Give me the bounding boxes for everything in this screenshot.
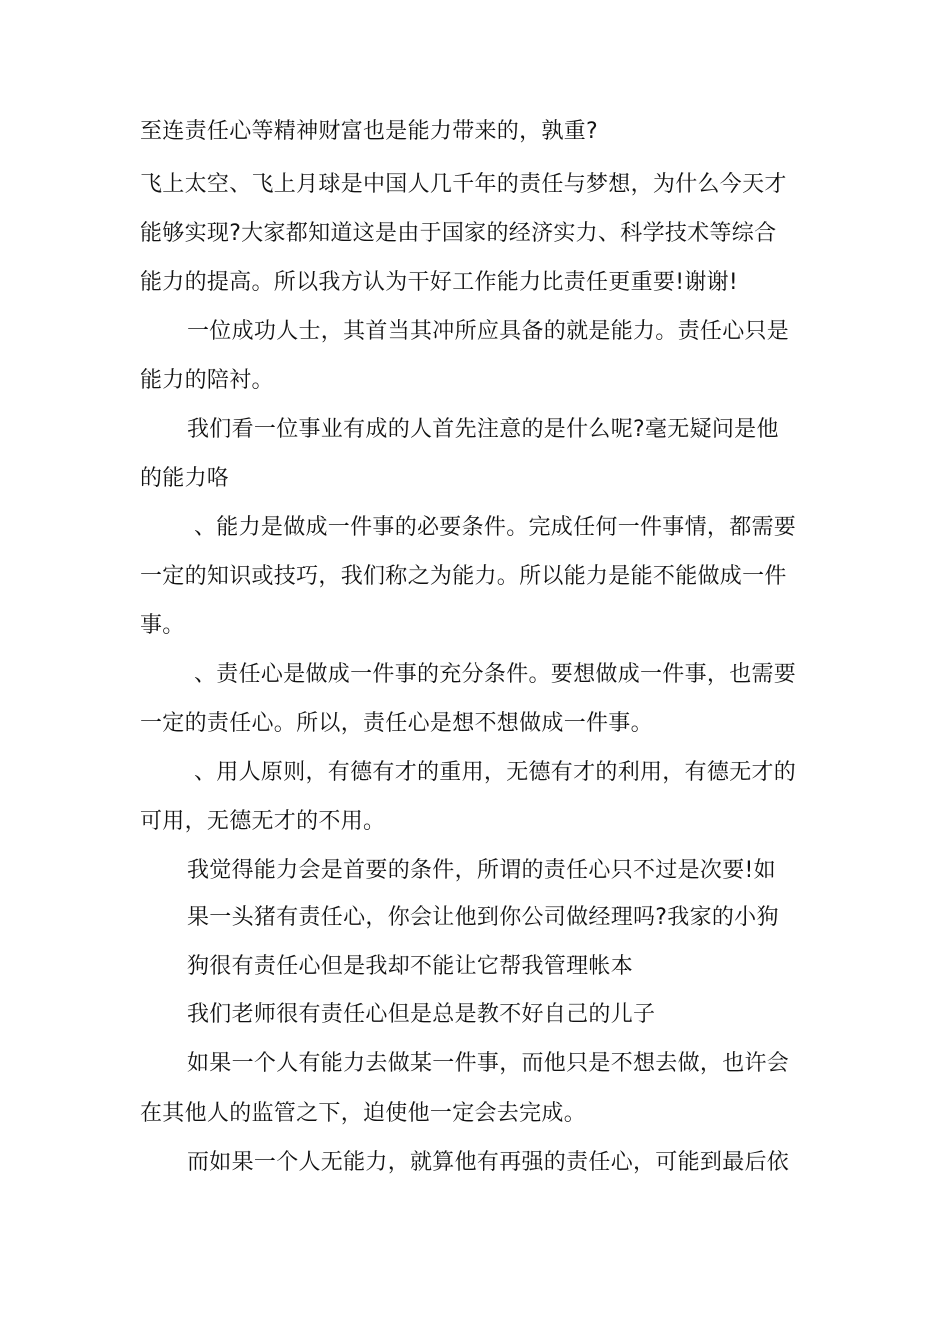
text-line: 能够实现?大家都知道这是由于国家的经济实力、科学技术等综合 <box>140 221 777 246</box>
text-line: 、能力是做成一件事的必要条件。完成任何一件事情，都需要 <box>194 515 797 540</box>
text-line: 果一头猪有责任心，你会让他到你公司做经理吗?我家的小狗 <box>187 905 779 930</box>
text-line: 我们看一位事业有成的人首先注意的是什么呢?毫无疑问是他 <box>187 417 779 442</box>
text-line: 狗很有责任心但是我却不能让它帮我管理帐本 <box>187 954 634 979</box>
text-line: 一定的知识或技巧，我们称之为能力。所以能力是能不能做成一件 <box>140 564 787 589</box>
text-line: 一定的责任心。所以，责任心是想不想做成一件事。 <box>140 711 653 736</box>
text-line: 的能力咯 <box>140 466 230 491</box>
text-line: 、用人原则，有德有才的重用，无德有才的利用，有德无才的 <box>194 760 797 785</box>
text-line: 、责任心是做成一件事的充分条件。要想做成一件事，也需要 <box>194 662 797 687</box>
text-line: 可用，无德无才的不用。 <box>140 809 386 834</box>
text-line: 在其他人的监管之下，迫使他一定会去完成。 <box>140 1101 587 1126</box>
text-line: 我们老师很有责任心但是总是教不好自己的儿子 <box>187 1002 656 1027</box>
text-line: 飞上太空、飞上月球是中国人几千年的责任与梦想，为什么今天才 <box>140 172 787 197</box>
text-line: 事。 <box>140 613 185 638</box>
text-line: 一位成功人士，其首当其冲所应具备的就是能力。责任心只是 <box>187 319 790 344</box>
text-line: 如果一个人有能力去做某一件事，而他只是不想去做，也许会 <box>187 1051 790 1076</box>
text-line: 而如果一个人无能力，就算他有再强的责任心，可能到最后依 <box>187 1150 790 1175</box>
text-line: 至连责任心等精神财富也是能力带来的，孰重? <box>140 119 598 144</box>
text-line: 能力的提高。所以我方认为干好工作能力比责任更重要!谢谢! <box>140 270 739 295</box>
text-line: 我觉得能力会是首要的条件，所谓的责任心只不过是次要!如 <box>187 858 776 883</box>
text-line: 能力的陪衬。 <box>140 368 274 393</box>
